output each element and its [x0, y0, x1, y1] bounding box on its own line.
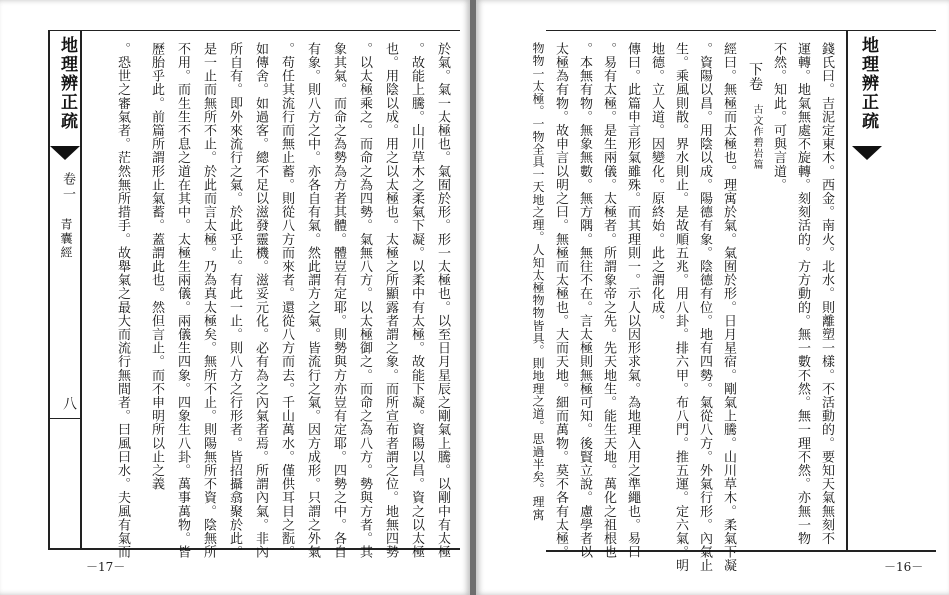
text-column: 。苟任其流行而無止蓄。則從八方而來者。還從八方而去。千山萬水。僅供耳目之翫。 — [279, 42, 294, 559]
text-column: 。易有太極。是生兩儀。太極者。所謂象帝之先。先天地生。能生天地。萬化之祖根也 — [601, 42, 616, 559]
text-column: 。本無有物。無象無數。無方隅。無往不在。言太極則無極可知。後賢立說。慮學者以 — [577, 42, 592, 559]
text-column: 太極為有物。故申言以明之曰。無極而太極也。大而天地。細而萬物。莫不各有太極。 — [553, 42, 568, 559]
text-column: 錢氏曰。吉泥定東木。西金。南火。北水。則離塑一樣。不活動的。要知天氣無刻不 — [819, 42, 834, 546]
text-column: 也。用陰以成。用之以太極也。太極之所顯露者謂之象。而所宣布者謂之位。地無四勢 — [383, 42, 398, 559]
running-header: 地理辨正疏 — [57, 36, 77, 131]
left-top-rule — [48, 30, 460, 31]
text-column: 不用。而生生不息之道在其中。太極生兩儀。兩儀生四象。四象生八卦。萬事萬物。皆 — [175, 42, 190, 559]
text-column: 象其氣。而命之為勢為方者其體。體豈有定耶。則勢與方亦豈有定耶。四勢之中。各自 — [331, 42, 346, 559]
text-column: 。故能上騰。山川草木之柔氣下凝。以柔中有太極。故能下凝。資陽以昌。資之以太極 — [409, 42, 424, 559]
chapter-heading: 下卷 — [747, 62, 763, 92]
text-column: 如傳舍。如過客。總不足以滋發靈機。滋妥元化。必有為之內氣者焉。所謂內氣。非內 — [253, 42, 268, 559]
folio-label: 八 — [61, 396, 77, 412]
fish-tail-mark — [50, 146, 80, 160]
text-column: 是一止而無所不止。於此而言太極。乃為真太極矣。無所不止。則陽無所不資。陰無所 — [201, 42, 216, 559]
text-column: 傳曰。此篇申言形氣雖殊。而其理則一。示人以因形求氣。為地理入用之準繩也。易曰 — [625, 42, 640, 559]
text-column: 於氣。氣一太極也。氣囿於形。形一太極也。以至日月星辰之剛氣上騰。以剛中有太極 — [435, 42, 450, 559]
text-column: 。以太極乘之。而命之為四勢。氣無八方。以太極御之。而命之為八方。勢與方者。其 — [357, 42, 372, 559]
left-outer-rule — [48, 30, 50, 550]
folio-rule — [50, 418, 80, 419]
text-column: 不然。知此。可與言道。 — [771, 42, 786, 192]
chapter-subtitle: 古文作碧岩篇 — [751, 104, 762, 170]
left-header-rule — [80, 30, 82, 550]
text-column: 物物一太極。一物全具一天地之理。人知太極物物皆具。則地理之道。思過半矣。理寓 — [531, 42, 545, 521]
left-page — [0, 0, 470, 595]
text-column: 地德。立人道。因變化。原終始。此之謂化成。 — [649, 42, 664, 328]
text-column: 運轉。地氣無處不旋轉。刻刻活的。方方動的。無一數不然。無一理不然。亦無一物 — [795, 42, 810, 546]
right-header-rule — [846, 30, 848, 552]
text-column: 歷胎乎此。前篇所謂形止氣蓄。蓋謂此也。然但言止。而不申明所以止之義 — [149, 42, 164, 491]
text-column: 。資陽以昌。用陰以成。陽德有象。陰德有位。地有四勢。氣從八方。外氣行形。內氣止 — [697, 42, 712, 573]
page-number: －17－ — [86, 560, 126, 574]
right-page — [476, 0, 949, 595]
section-label: 青囊經 — [59, 218, 73, 260]
text-column: 所自有。即外來流行之氣。於此乎止。有此一止。則八方之行形者。皆招攝翕聚於此。 — [227, 42, 242, 559]
page-number: －16－ — [884, 560, 924, 574]
text-column: 有象。則八方之中。亦各自有氣。然此謂方之氣。皆流行之氣。因方成形。只謂之外氣 — [305, 42, 320, 559]
text-column: 生。乘風則散。界水則止。是故順五兆。用八卦。排六甲。布八門。推五運。定六氣。明 — [673, 42, 688, 573]
running-header: 地理辨正疏 — [858, 36, 878, 131]
volume-label: 卷一 — [60, 172, 75, 202]
text-column: 。恐世之審氣者。茫然無所措手。故舉氣之最大而流行無間者。曰風曰水。夫風有氣而 — [115, 42, 130, 559]
text-column: 經曰。無極而太極也。理寓於氣。氣囿於形。日月星宿。剛氣上騰。山川草木。柔氣下凝 — [721, 42, 736, 573]
right-top-rule — [546, 30, 936, 31]
fish-tail-mark — [852, 146, 882, 160]
